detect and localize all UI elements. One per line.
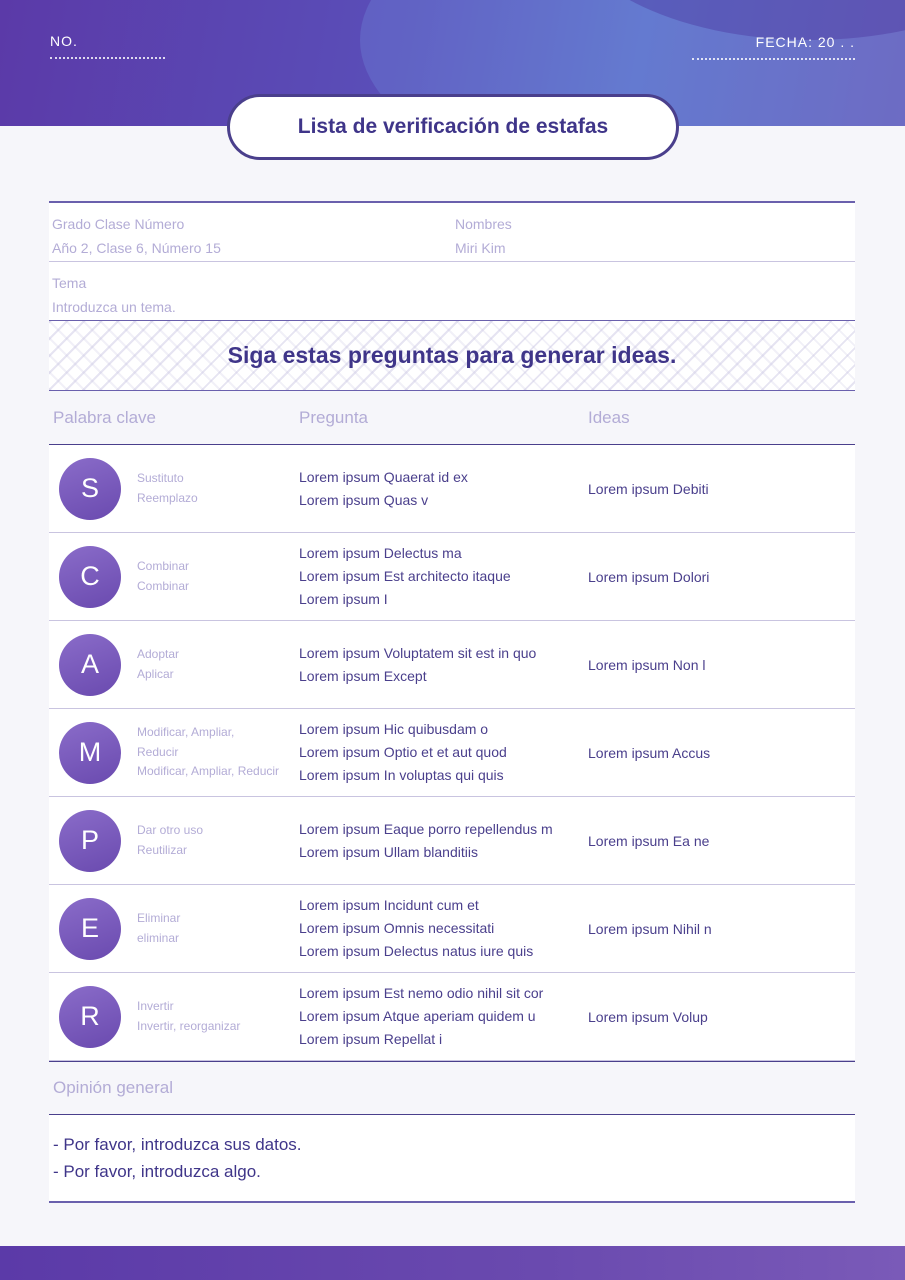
keyword-cell <box>49 533 295 620</box>
keyword-line: Reutilizar <box>137 842 188 857</box>
column-question: Pregunta <box>299 407 368 427</box>
letter-badge: M <box>59 722 121 784</box>
table-header <box>49 391 855 445</box>
question-cell[interactable] <box>295 818 584 864</box>
question-line[interactable]: Lorem ipsum Quas v <box>299 491 429 508</box>
idea-cell[interactable]: Lorem ipsum Nihil n <box>588 920 712 937</box>
keyword-line: Dar otro uso <box>137 823 204 837</box>
question-line[interactable]: Lorem ipsum Eaque porro repellendus m <box>299 820 553 837</box>
topic-label: Tema <box>52 275 87 291</box>
keyword-text <box>137 723 279 782</box>
banner-text: Siga estas preguntas para generar ideas. <box>227 342 677 368</box>
keyword-line: Modificar, Ampliar, <box>137 725 235 740</box>
keyword-line: Adoptar <box>137 647 180 661</box>
column-ideas: Ideas <box>588 407 630 427</box>
question-line[interactable]: Lorem ipsum Est architecto itaque <box>299 568 511 584</box>
column-keyword: Palabra clave <box>53 407 157 427</box>
keyword-line: Invertir <box>137 999 174 1013</box>
question-line[interactable]: Lorem ipsum Omnis necessitati <box>299 920 495 936</box>
date-field[interactable]: FECHA: 20 . . <box>692 34 855 60</box>
table-row <box>49 797 855 885</box>
keyword-text <box>137 997 240 1036</box>
question-cell[interactable] <box>295 982 584 1051</box>
keyword-text <box>137 821 203 860</box>
name-field[interactable] <box>452 203 855 261</box>
question-cell[interactable] <box>295 466 584 512</box>
keyword-line: Combinar <box>137 578 190 593</box>
question-line[interactable]: Lorem ipsum Est nemo odio nihil sit cor <box>299 985 544 1001</box>
keyword-line: Sustituto <box>137 471 184 485</box>
keyword-cell <box>49 445 295 532</box>
question-line[interactable]: Lorem ipsum Repellat i <box>299 1031 443 1047</box>
topic-field[interactable] <box>49 262 855 320</box>
letter-badge: R <box>59 986 121 1048</box>
keyword-line: Aplicar <box>137 666 174 681</box>
keyword-line: Reducir <box>137 744 179 759</box>
table-row <box>49 885 855 973</box>
letter-badge: P <box>59 810 121 872</box>
question-line[interactable]: Lorem ipsum Incidunt cum et <box>299 897 479 913</box>
number-field[interactable]: NO. <box>50 33 165 59</box>
letter-badge: C <box>59 546 121 608</box>
keyword-line: Combinar <box>137 559 190 573</box>
keyword-cell <box>49 709 295 796</box>
keyword-line: Reemplazo <box>137 490 198 505</box>
question-line[interactable]: Lorem ipsum Except <box>299 667 427 684</box>
keyword-text <box>137 645 179 684</box>
question-line[interactable]: Lorem ipsum Delectus natus iure quis <box>299 943 534 959</box>
question-line[interactable]: Lorem ipsum Hic quibusdam o <box>299 721 489 737</box>
idea-cell[interactable]: Lorem ipsum Debiti <box>588 480 709 497</box>
topic-row <box>49 262 855 321</box>
question-line[interactable]: Lorem ipsum I <box>299 591 388 607</box>
keyword-text <box>137 909 180 948</box>
letter-badge: S <box>59 458 121 520</box>
table-body <box>49 445 855 1061</box>
keyword-line: Modificar, Ampliar, Reducir <box>137 764 280 779</box>
opinion-line[interactable]: - Por favor, introduzca sus datos. <box>53 1135 302 1154</box>
opinion-line[interactable]: - Por favor, introduzca algo. <box>53 1162 261 1181</box>
keyword-cell <box>49 885 295 972</box>
grade-value[interactable]: Año 2, Clase 6, Número 15 <box>52 240 221 256</box>
idea-cell[interactable]: Lorem ipsum Ea ne <box>588 832 710 849</box>
opinion-field[interactable] <box>49 1115 855 1203</box>
question-cell[interactable] <box>295 894 584 963</box>
table-row <box>49 621 855 709</box>
table-row <box>49 445 855 533</box>
name-value[interactable]: Miri Kim <box>455 240 506 256</box>
table-row <box>49 973 855 1061</box>
table-row <box>49 533 855 621</box>
question-line[interactable]: Lorem ipsum Atque aperiam quidem u <box>299 1008 536 1024</box>
idea-cell[interactable]: Lorem ipsum Dolori <box>588 568 710 585</box>
question-line[interactable]: Lorem ipsum Quaerat id ex <box>299 468 468 485</box>
topic-value[interactable]: Introduzca un tema. <box>52 299 176 315</box>
grade-label: Grado Clase Número <box>52 216 185 232</box>
question-line[interactable]: Lorem ipsum Voluptatem sit est in quo <box>299 644 537 661</box>
question-line[interactable]: Lorem ipsum Delectus ma <box>299 545 462 561</box>
idea-cell[interactable]: Lorem ipsum Volup <box>588 1008 708 1025</box>
page-title: Lista de verificación de estafas <box>227 94 679 160</box>
question-line[interactable]: Lorem ipsum In voluptas qui quis <box>299 767 504 783</box>
question-cell[interactable] <box>295 718 584 787</box>
letter-badge: E <box>59 898 121 960</box>
keyword-text <box>137 469 198 508</box>
keyword-line: Eliminar <box>137 911 181 925</box>
keyword-cell <box>49 973 295 1060</box>
question-line[interactable]: Lorem ipsum Ullam blanditiis <box>299 843 478 860</box>
footer-band <box>0 1246 905 1280</box>
keyword-cell <box>49 797 295 884</box>
instructions-banner <box>49 321 855 391</box>
opinion-label: Opinión general <box>49 1061 855 1115</box>
idea-cell[interactable]: Lorem ipsum Accus <box>588 744 711 761</box>
idea-cell[interactable]: Lorem ipsum Non l <box>588 656 706 673</box>
info-row <box>49 203 855 262</box>
keyword-line: Invertir, reorganizar <box>137 1018 241 1033</box>
question-line[interactable]: Lorem ipsum Optio et et aut quod <box>299 744 507 760</box>
grade-field[interactable] <box>49 203 452 261</box>
keyword-cell <box>49 621 295 708</box>
checklist-form <box>49 201 855 1203</box>
question-cell[interactable] <box>295 642 584 688</box>
letter-badge: A <box>59 634 121 696</box>
keyword-text <box>137 557 189 596</box>
question-cell[interactable] <box>295 542 584 611</box>
table-row <box>49 709 855 797</box>
name-label: Nombres <box>455 216 512 232</box>
keyword-line: eliminar <box>137 930 180 945</box>
